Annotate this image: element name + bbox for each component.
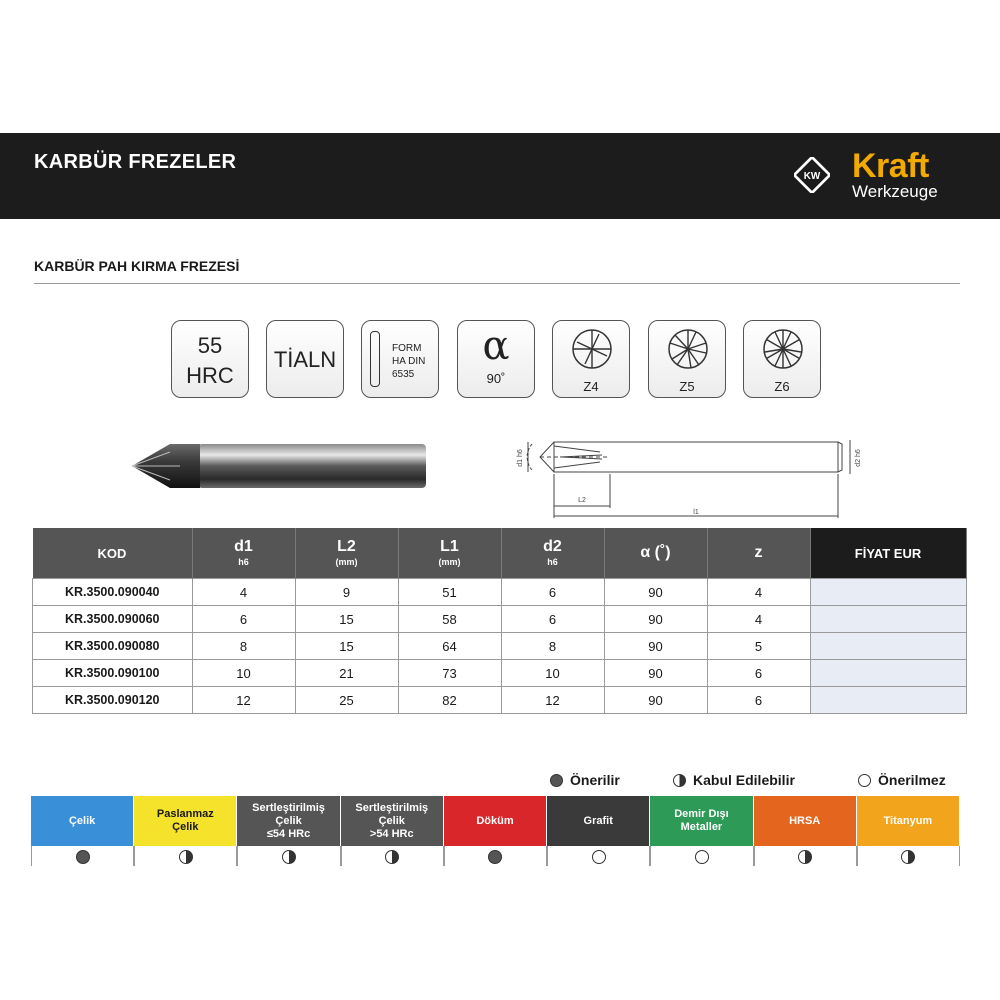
cell-d1: 12 xyxy=(192,687,295,714)
empty-circle-icon xyxy=(695,850,709,864)
material-header xyxy=(134,796,237,846)
cell-l2: 15 xyxy=(295,633,398,660)
material-rating-cell xyxy=(134,846,237,866)
cell-l1: 64 xyxy=(398,633,501,660)
cell-d1: 6 xyxy=(192,606,295,633)
kraft-logo xyxy=(790,143,970,209)
material-name-line1: Döküm xyxy=(476,814,514,827)
legend-not-recommended-label: Önerilmez xyxy=(878,772,946,788)
col-d2-label: d2 xyxy=(543,538,562,555)
half-circle-icon xyxy=(901,850,915,864)
l2-dimension-label: L2 xyxy=(578,497,586,504)
material-name-line1: HRSA xyxy=(789,814,821,827)
kw-diamond-icon xyxy=(794,157,830,193)
material-header xyxy=(650,796,753,846)
cell-d1: 10 xyxy=(192,660,295,687)
cell-z: 4 xyxy=(707,606,810,633)
form-line3: 6535 xyxy=(392,369,415,380)
full-circle-icon xyxy=(550,774,563,787)
cell-l2: 9 xyxy=(295,579,398,606)
cell-z: 4 xyxy=(707,579,810,606)
material-name-line1: Sertleştirilmiş xyxy=(252,801,325,814)
material-suitability xyxy=(31,796,960,866)
cell-d1: 4 xyxy=(192,579,295,606)
product-table xyxy=(32,528,967,714)
col-l2 xyxy=(295,528,398,579)
material-column xyxy=(857,796,960,866)
material-column xyxy=(134,796,237,866)
material-rating-cell xyxy=(754,846,857,866)
col-l1-sub: (mm) xyxy=(438,557,461,567)
material-column xyxy=(237,796,340,866)
legend-acceptable-label: Kabul Edilebilir xyxy=(693,772,795,788)
table-row xyxy=(33,687,967,714)
col-l2-label: L2 xyxy=(337,538,356,555)
cell-code: KR.3500.090060 xyxy=(33,606,193,633)
d1-dimension-label: d1 h6 xyxy=(517,449,524,467)
technical-drawing xyxy=(510,434,870,524)
cell-alpha: 90 xyxy=(604,579,707,606)
material-name-line2: Çelik xyxy=(172,821,199,833)
cell-price xyxy=(810,633,966,660)
cell-code: KR.3500.090080 xyxy=(33,633,193,660)
material-name-line1: Demir Dışı xyxy=(674,808,729,820)
col-d1 xyxy=(192,528,295,579)
col-d2-sub: h6 xyxy=(547,557,558,567)
half-circle-icon xyxy=(798,850,812,864)
material-name xyxy=(69,815,95,828)
material-column xyxy=(754,796,857,866)
cell-z: 6 xyxy=(707,687,810,714)
header-bar xyxy=(0,133,1000,219)
material-rating-cell xyxy=(857,846,960,866)
col-alpha xyxy=(604,528,707,579)
cell-d2: 6 xyxy=(501,606,604,633)
material-name xyxy=(674,808,728,834)
full-circle-icon xyxy=(76,850,90,864)
material-column xyxy=(341,796,444,866)
cell-d2: 6 xyxy=(501,579,604,606)
material-rating-cell xyxy=(237,846,340,866)
material-name xyxy=(789,815,820,828)
material-rating-cell xyxy=(341,846,444,866)
material-header xyxy=(857,796,960,846)
section-title: KARBÜR PAH KIRMA FREZESİ xyxy=(34,258,240,274)
table-row xyxy=(33,660,967,687)
shank-icon xyxy=(370,331,380,387)
material-name-line1: Titanyum xyxy=(883,814,933,827)
cell-code: KR.3500.090040 xyxy=(33,579,193,606)
material-name-line1: Sertleştirilmiş xyxy=(355,801,429,814)
form-line2: HA DIN xyxy=(392,356,426,367)
z5-label: Z5 xyxy=(679,379,695,394)
d2-dimension-label: d2 h6 xyxy=(855,449,862,467)
col-z xyxy=(707,528,810,579)
half-circle-icon xyxy=(282,850,296,864)
material-name xyxy=(584,815,613,828)
coating-label: TİALN xyxy=(273,347,337,372)
material-rating-cell xyxy=(31,846,134,866)
hrc-unit: HRC xyxy=(186,363,234,388)
cell-l1: 82 xyxy=(398,687,501,714)
cell-d2: 12 xyxy=(501,687,604,714)
page-title: KARBÜR FREZELER xyxy=(34,151,237,173)
z4-label: Z4 xyxy=(583,379,599,394)
cell-l1: 73 xyxy=(398,660,501,687)
hardness-badge xyxy=(171,320,249,398)
col-l1-label: L1 xyxy=(440,538,459,555)
cell-l2: 25 xyxy=(295,687,398,714)
material-column xyxy=(650,796,753,866)
empty-circle-icon xyxy=(858,774,871,787)
material-name-line1: Paslanmaz xyxy=(156,808,214,820)
cell-d2: 10 xyxy=(501,660,604,687)
material-name-line3: >54 HRc xyxy=(369,827,414,840)
col-z-label: z xyxy=(754,544,763,561)
angle-badge xyxy=(457,320,535,398)
cell-alpha: 90 xyxy=(604,606,707,633)
col-l1 xyxy=(398,528,501,579)
cell-l1: 51 xyxy=(398,579,501,606)
legend-recommended-label: Önerilir xyxy=(570,772,620,788)
flutes-z4-badge xyxy=(552,320,630,398)
logo-mark-text: KW xyxy=(803,171,821,183)
material-rating-cell xyxy=(547,846,650,866)
form-line1: FORM xyxy=(392,343,422,354)
logo-brand: Kraft xyxy=(852,147,929,185)
material-column xyxy=(31,796,134,866)
cell-d1: 8 xyxy=(192,633,295,660)
col-d2 xyxy=(501,528,604,579)
material-name-line2: Çelik xyxy=(378,814,405,827)
cell-alpha: 90 xyxy=(604,633,707,660)
material-name-line2: Çelik xyxy=(275,814,302,827)
material-name xyxy=(355,802,428,841)
cell-price xyxy=(810,579,966,606)
material-name xyxy=(157,808,214,834)
material-name-line1: Grafit xyxy=(583,814,613,827)
col-kod: KOD xyxy=(33,528,193,579)
flutes-z5-badge xyxy=(648,320,726,398)
z6-label: Z6 xyxy=(774,379,790,394)
cell-code: KR.3500.090120 xyxy=(33,687,193,714)
logo-subtitle: Werkzeuge xyxy=(852,182,938,201)
material-header xyxy=(31,796,134,846)
material-header xyxy=(547,796,650,846)
table-row xyxy=(33,633,967,660)
col-price: FİYAT EUR xyxy=(810,528,966,579)
flutes-z6-badge xyxy=(743,320,821,398)
table-row xyxy=(33,579,967,606)
half-circle-icon xyxy=(673,774,686,787)
l1-dimension-label: l1 xyxy=(693,509,699,516)
material-header xyxy=(754,796,857,846)
material-column xyxy=(444,796,547,866)
section-divider xyxy=(34,283,960,284)
cell-z: 5 xyxy=(707,633,810,660)
material-name-line1: Çelik xyxy=(68,814,96,827)
material-name-line2: Metaller xyxy=(680,821,723,833)
cell-price xyxy=(810,687,966,714)
table-header-row xyxy=(33,528,967,579)
material-column xyxy=(547,796,650,866)
empty-circle-icon xyxy=(592,850,606,864)
half-circle-icon xyxy=(385,850,399,864)
material-name xyxy=(252,802,325,841)
full-circle-icon xyxy=(488,850,502,864)
cell-code: KR.3500.090100 xyxy=(33,660,193,687)
alpha-value: 90˚ xyxy=(486,371,506,386)
shank-form-badge xyxy=(361,320,439,398)
cell-price xyxy=(810,660,966,687)
cell-alpha: 90 xyxy=(604,660,707,687)
col-l2-sub: (mm) xyxy=(335,557,358,567)
material-rating-cell xyxy=(650,846,753,866)
cell-price xyxy=(810,606,966,633)
z5-flute-icon xyxy=(665,326,711,372)
material-name xyxy=(476,815,513,828)
cell-alpha: 90 xyxy=(604,687,707,714)
cell-z: 6 xyxy=(707,660,810,687)
tool-photo xyxy=(130,440,430,492)
feature-icons xyxy=(171,320,825,400)
alpha-symbol: α xyxy=(482,323,510,369)
z6-flute-icon xyxy=(760,326,806,372)
material-header xyxy=(444,796,547,846)
coating-badge xyxy=(266,320,344,398)
material-name xyxy=(884,815,933,828)
half-circle-icon xyxy=(179,850,193,864)
cell-d2: 8 xyxy=(501,633,604,660)
col-d1-sub: h6 xyxy=(238,557,249,567)
material-header xyxy=(341,796,444,846)
cell-l2: 21 xyxy=(295,660,398,687)
cell-l1: 58 xyxy=(398,606,501,633)
material-header xyxy=(237,796,340,846)
z4-flute-icon xyxy=(569,326,615,372)
table-row xyxy=(33,606,967,633)
material-rating-cell xyxy=(444,846,547,866)
col-d1-label: d1 xyxy=(234,538,253,555)
material-name-line3: ≤54 HRc xyxy=(266,827,311,840)
col-alpha-label: α (˚) xyxy=(640,544,671,561)
hrc-value: 55 xyxy=(197,333,223,358)
table-body xyxy=(33,579,967,714)
cell-l2: 15 xyxy=(295,606,398,633)
